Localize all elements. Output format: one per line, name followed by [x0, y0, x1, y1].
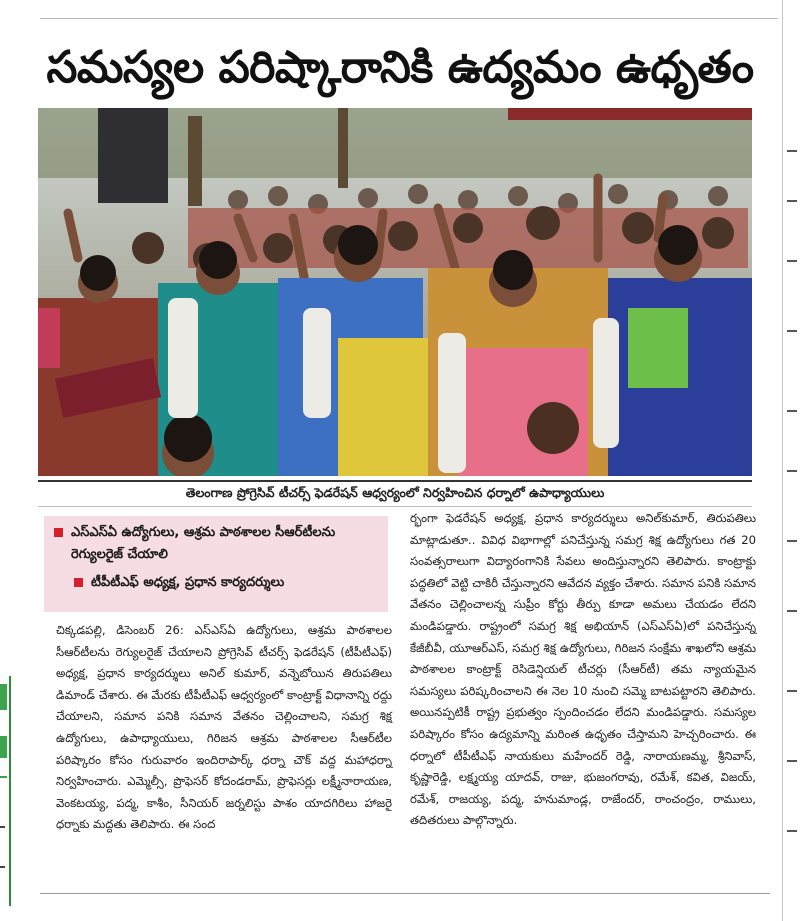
protest-crowd-illustration — [38, 108, 752, 476]
adjacent-ad-fragment — [0, 676, 11, 906]
photo-caption-bar — [38, 480, 752, 507]
article-column-left — [56, 620, 392, 836]
bullet-square-icon — [54, 528, 63, 537]
news-photo — [38, 108, 752, 476]
top-divider — [40, 18, 778, 19]
previous-article-strip — [0, 0, 800, 22]
adjacent-column-fragment — [778, 0, 800, 921]
highlight-item — [52, 572, 380, 594]
highlight-text: ఎస్ఎస్ఏ ఉద్యోగులు, ఆశ్రమ పాఠశాలల సీఆర్‌టీలను రెగ్యులరైజ్ చేయాలి — [71, 525, 336, 562]
headline: సమస్యల పరిష్కారానికి ఉద్యమం ఉధృతం — [46, 42, 754, 93]
article-paragraph: చిక్కడపల్లి, డిసెంబర్ 26: ఎస్ఎస్ఏ ఉద్యోగులు, ఆశ్రమ పాఠశాలల సీఆర్‌టీలను రెగ్యులరైజ్ చేయాలని ప్రోగ్రెసివ్ టీచర్స్ ఫెడరేషన్ (టీపీటీఎఫ్) అధ్యక్ష, ప్రధాన కార్యదర్శులు అనిల్ కుమార్, వన్నెబోయిన తిరుపతిలు డిమాండ్ చేశారు. ఈ మేరకు టీపీటీఎఫ్ ఆధ్వర్యంలో కాంట్రాక్ట్ విధానాన్ని రద్దు చేయాలని, సమాన పనికి సమాన వేతనం చెల్లించాలని, సమగ్ర శిక్ష ఉద్యోగులు, ఉపాధ్యాయులు, గిరిజన ఆశ్రమ పాఠశాలల సీఆర్‌టీల పరిష్కారం కోసం గురువారం ఇందిరాపార్క్ ధర్నా చౌక్ వద్ద మహాధర్నా నిర్వహించారు. ఎమ్మెల్సీ, ప్రొఫెసర్ కోదండరామ్, ప్రొఫెసర్లు లక్ష్మీనారాయణ, వెంకటయ్య, పద్మ, కాశీం, సీనియర్ జర్నలిస్టు పాశం యాదగిరిలు హాజరై ధర్నాకు మద్దతు తెలిపారు. ఈ సంద — [56, 623, 392, 832]
highlights-box — [44, 516, 388, 612]
bottom-divider — [40, 893, 770, 894]
previous-article-fragment — [56, 0, 61, 7]
highlight-item — [52, 522, 380, 566]
article-paragraph: ర్భంగా ఫెడరేషన్ అధ్యక్ష, ప్రధాన కార్యదర్శులు అనిల్‌కుమార్, తిరుపతిలు మాట్లాడుతూ.. వివిధ విభాగాల్లో పనిచేస్తున్న సమగ్ర శిక్ష ఉద్యోగులు గత 20 సంవత్సరాలుగా విద్యారంగానికి సేవలు అందిస్తున్నారని తెలిపారు. కాంట్రాక్టు పద్ధతిలో వెట్టి చాకిరీ చేస్తున్నారని ఆవేదన వ్యక్తం చేశారు. సమాన పనికి సమాన వేతనం చెల్లించాలన్న సుప్రీం కోర్టు తీర్పు కూడా అమలు చేయడం లేదని మండిపడ్డారు. రాష్ట్రంలో సమగ్ర శిక్ష అభియాన్ (ఎస్ఎస్ఏ)లో పనిచేస్తున్న కేజీబీవీ, యూఆర్ఎస్, సమగ్ర శిక్ష ఉద్యోగులు, గిరిజన సంక్షేమ శాఖలోని ఆశ్రమ పాఠశాలల కాంట్రాక్ట్ రెసిడెన్షియల్ టీచర్లు (సీఆర్‌టీ) తమ న్యాయమైన సమస్యలు పరిష్కరించాలని ఈ నెల 10 నుంచి సమ్మె బాటపట్టారని తెలిపారు. అయినప్పటికీ రాష్ట్ర ప్రభుత్వం స్పందించడం లేదని మండిపడ్డారు. సమస్యల పరిష్కారం కోసం ఉద్యమాన్ని మరింత ఉధృతం చేస్తామని హెచ్చరించారు. ఈ ధర్నాలో టీపీటీఎఫ్ నాయకులు మహేందర్ రెడ్డి, నారాయణమ్మ, శ్రీనివాస్, కృష్ణారెడ్డి, లక్ష్మయ్య యాదవ్, రాజు, భుజంగరావు, రమేశ్, కవిత, విజయ్, రమేశ్, రాజయ్య, పద్మ, హనుమాండ్ల, రాజేందర్, రాంచంద్రం, రాములు, తదితరులు పాల్గొన్నారు. — [410, 511, 756, 828]
article-column-right — [410, 508, 756, 832]
photo-caption: తెలంగాణ ప్రోగ్రెసివ్ టీచర్స్ ఫెడరేషన్ ఆధ్వర్యంలో నిర్వహించిన ధర్నాలో ఉపాధ్యాయులు — [185, 484, 605, 500]
next-article-strip — [0, 893, 800, 921]
bullet-square-icon — [74, 578, 83, 587]
highlight-text: టీపీటీఎఫ్ అధ్యక్ష, ప్రధాన కార్యదర్శులు — [91, 575, 285, 590]
